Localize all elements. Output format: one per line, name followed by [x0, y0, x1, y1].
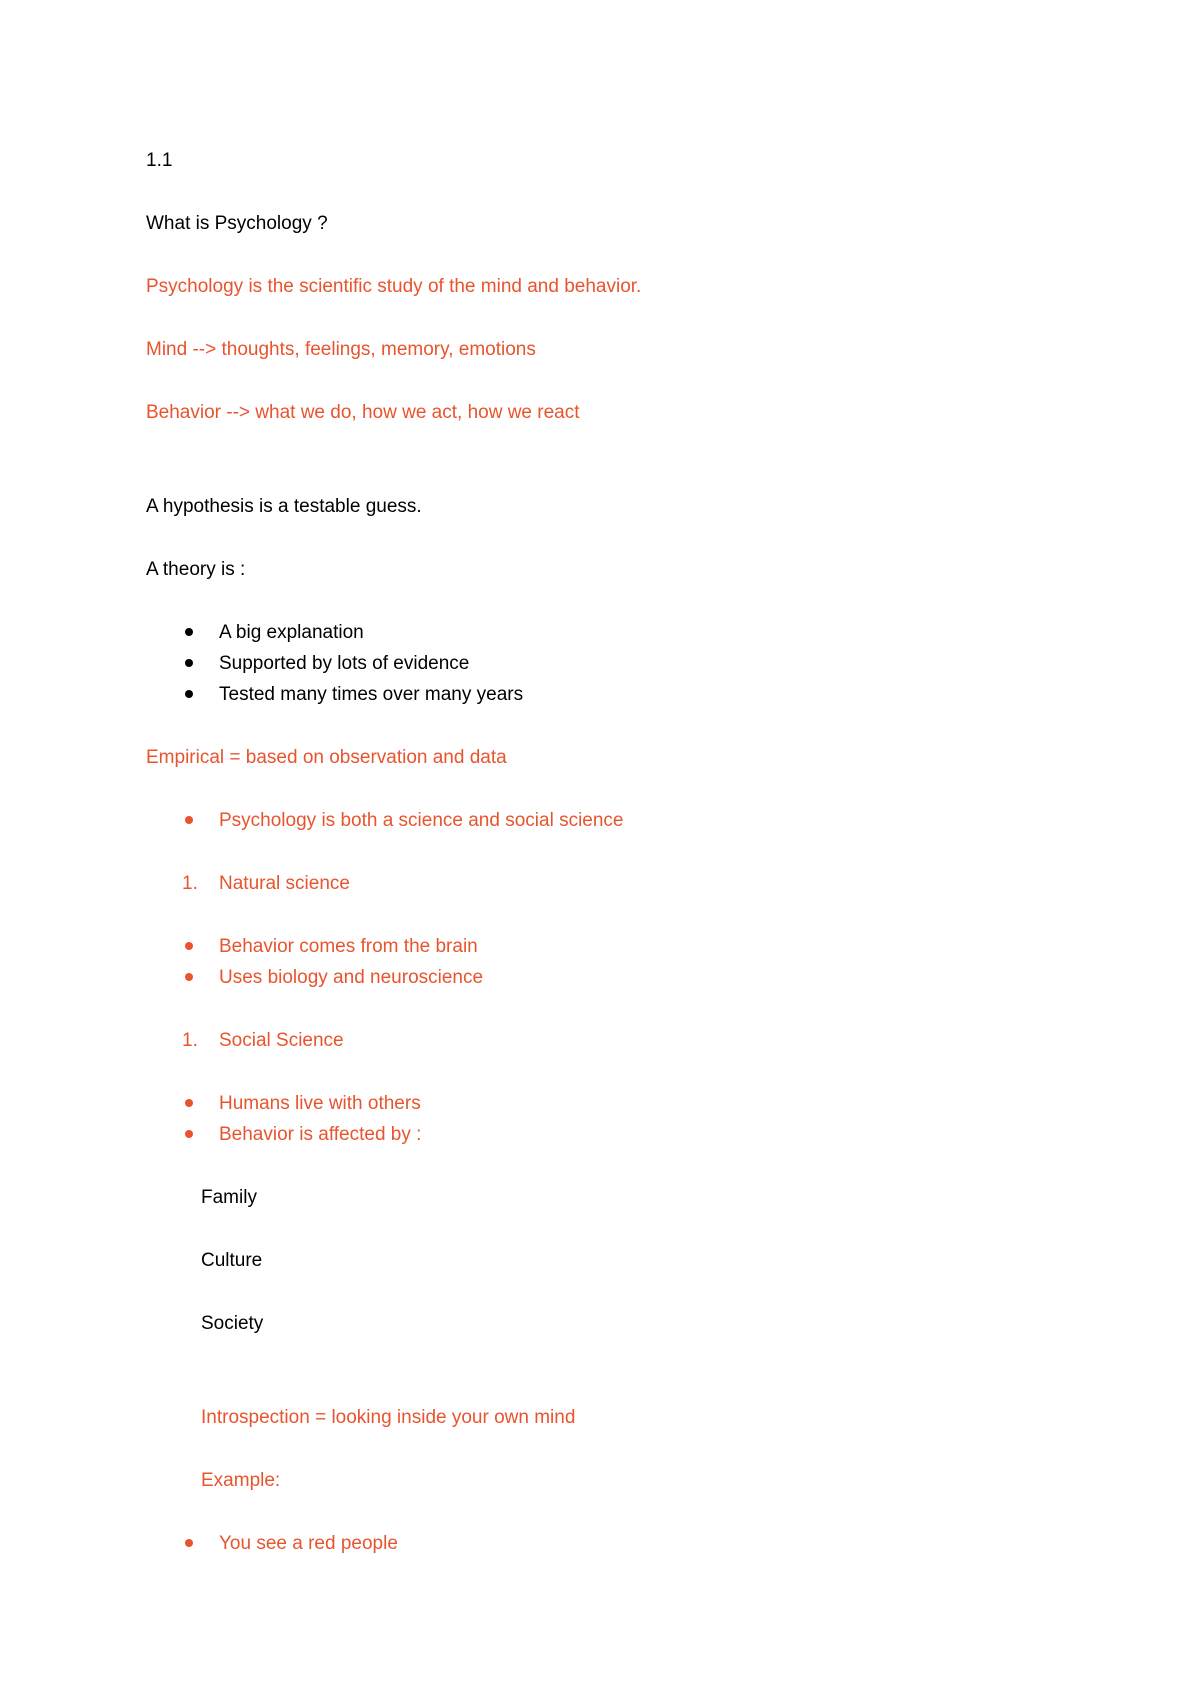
list-number: 1. [182, 873, 198, 894]
example-item: You see a red people [219, 1533, 398, 1554]
behavior-definition: Behavior --> what we do, how we act, how we react [146, 402, 580, 423]
bullet-icon [185, 1099, 193, 1107]
bullet-icon [185, 942, 193, 950]
natural-science-label: Natural science [219, 873, 350, 894]
list-item: Behavior comes from the brain [219, 936, 478, 957]
influence-society: Society [201, 1313, 264, 1334]
mind-definition: Mind --> thoughts, feelings, memory, emotions [146, 339, 536, 360]
list-item: Humans live with others [219, 1093, 421, 1114]
bullet-icon [185, 973, 193, 981]
hypothesis-text: A hypothesis is a testable guess. [146, 496, 422, 517]
theory-intro: A theory is : [146, 559, 246, 580]
bullet-icon [185, 690, 193, 698]
social-science-label: Social Science [219, 1030, 344, 1051]
section-number: 1.1 [146, 150, 173, 171]
list-item: Uses biology and neuroscience [219, 967, 484, 988]
list-item: Tested many times over many years [219, 684, 524, 705]
list-item: Behavior is affected by : [219, 1124, 422, 1145]
list-item: Supported by lots of evidence [219, 653, 470, 674]
influence-culture: Culture [201, 1250, 263, 1271]
bullet-icon [185, 1539, 193, 1547]
list-number: 1. [182, 1030, 198, 1051]
list-item: A big explanation [219, 622, 364, 643]
bullet-icon [185, 1130, 193, 1138]
influence-family: Family [201, 1187, 257, 1208]
introspection-definition: Introspection = looking inside your own mind [201, 1407, 576, 1428]
definition-text: Psychology is the scientific study of the mind and behavior. [146, 276, 642, 297]
example-label: Example: [201, 1470, 281, 1491]
bullet-icon [185, 628, 193, 636]
bullet-icon [185, 816, 193, 824]
heading-what-is-psychology: What is Psychology ? [146, 213, 328, 234]
bullet-icon [185, 659, 193, 667]
empirical-definition: Empirical = based on observation and data [146, 747, 507, 768]
both-sciences-text: Psychology is both a science and social science [219, 810, 624, 831]
